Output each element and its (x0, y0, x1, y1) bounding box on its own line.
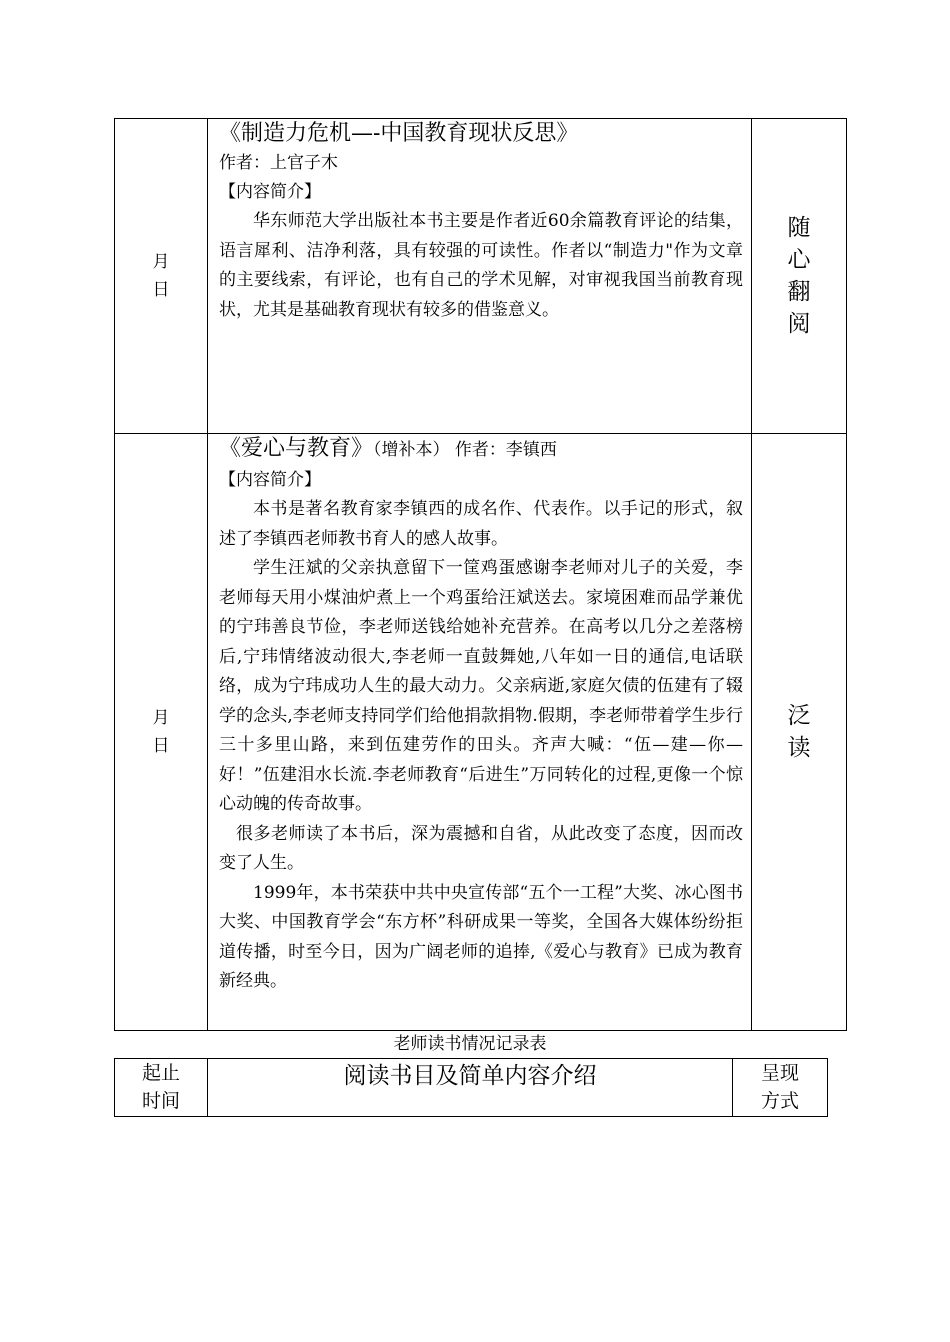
header-mode-cell (733, 1059, 828, 1117)
mode-char: 随 (787, 215, 811, 241)
mode-char: 泛 (787, 703, 811, 729)
header-time-line: 时间 (141, 1090, 180, 1112)
mode-char: 阅 (787, 311, 811, 337)
table-row (115, 434, 847, 1031)
presentation-mode (752, 700, 846, 764)
intro-paragraph: 华东师范大学出版社本书主要是作者近60余篇教育评论的结集，语言犀利、洁净利落，具有较强的可读性。作者以“制造力"作为文章的主要线索，有评论，也有自己的学术见解，对审视我国当前教育现状，尤其是基础教育现状有较多的借鉴意义。 (219, 211, 743, 320)
month-label: 月 (152, 252, 170, 272)
day-label: 日 (152, 736, 170, 756)
book-title: 《制造力危机—-中国教育现状反思》 (219, 121, 579, 146)
book-author: 作者：李镇西 (454, 440, 557, 460)
date-cell (115, 434, 208, 1031)
book-title-line (219, 434, 743, 465)
reading-record-table (114, 118, 847, 1031)
mode-char: 翻 (787, 279, 811, 305)
intro-paragraph: 本书是著名教育家李镇西的成名作、代表作。以手记的形式，叙述了李镇西老师教书育人的感人故事。 (219, 499, 743, 549)
header-row (115, 1059, 828, 1117)
table-row (115, 119, 847, 434)
header-content-cell (208, 1059, 733, 1117)
header-content-label: 阅读书目及简单内容介绍 (343, 1063, 597, 1089)
book-intro-cell (208, 119, 752, 434)
presentation-mode-cell (752, 119, 847, 434)
header-time-line: 起止 (141, 1062, 180, 1084)
intro-tag: 【内容简介】 (219, 182, 321, 202)
book-title-suffix: （增补本） (373, 440, 450, 460)
header-mode-line: 呈现 (760, 1062, 799, 1084)
month-label: 月 (152, 708, 170, 728)
intro-paragraph: 很多老师读了本书后，深为震撼和自省，从此改变了态度，因而改变了人生。 (219, 823, 743, 873)
mode-char: 读 (787, 735, 811, 761)
date-cell (115, 119, 208, 434)
intro-paragraph: 学生汪斌的父亲执意留下一筐鸡蛋感谢李老师对儿子的关爱，李老师每天用小煤油炉煮上一个鸡蛋给汪斌送去。家境困难而品学兼优的宁玮善良节俭，李老师送钱给她补充营养。在高考以几分之差落榜后,宁玮情绪波动很大,李老师一直鼓舞她,八年如一日的通信,电话联络，成为宁玮成功人生的最大动力。父亲病逝,家庭欠债的伍建有了辍学的念头,李老师支持同学们给他捐款捐物.假期，李老师带着学生步行三十多里山路，来到伍建劳作的田头。齐声大喊：“伍—建—你—好！”伍建泪水长流.李老师教育“后进生”万同转化的过程,更像一个惊心动魄的传奇故事。 (219, 558, 743, 814)
presentation-mode-cell (752, 434, 847, 1031)
book-intro-cell (208, 434, 752, 1031)
book-title: 《爱心与教育》 (219, 436, 374, 461)
intro-paragraph: 1999年，本书荣获中共中央宣传部“五个一工程”大奖、冰心图书大奖、中国教育学会“东方杯”科研成果一等奖，全国各大媒体纷纷拒道传播，时至今日，因为广阔老师的追捧,《爱心与教育》已成为教育新经典。 (219, 882, 743, 991)
table-header (114, 1058, 828, 1117)
book-author: 作者：上官子木 (219, 153, 338, 173)
table-caption: 老师读书情况记录表 (393, 1034, 547, 1054)
header-time-cell (115, 1059, 208, 1117)
intro-tag: 【内容简介】 (219, 470, 321, 490)
header-mode-line: 方式 (760, 1090, 799, 1112)
day-label: 日 (152, 280, 170, 300)
presentation-mode (752, 212, 846, 340)
mode-char: 心 (787, 247, 811, 273)
